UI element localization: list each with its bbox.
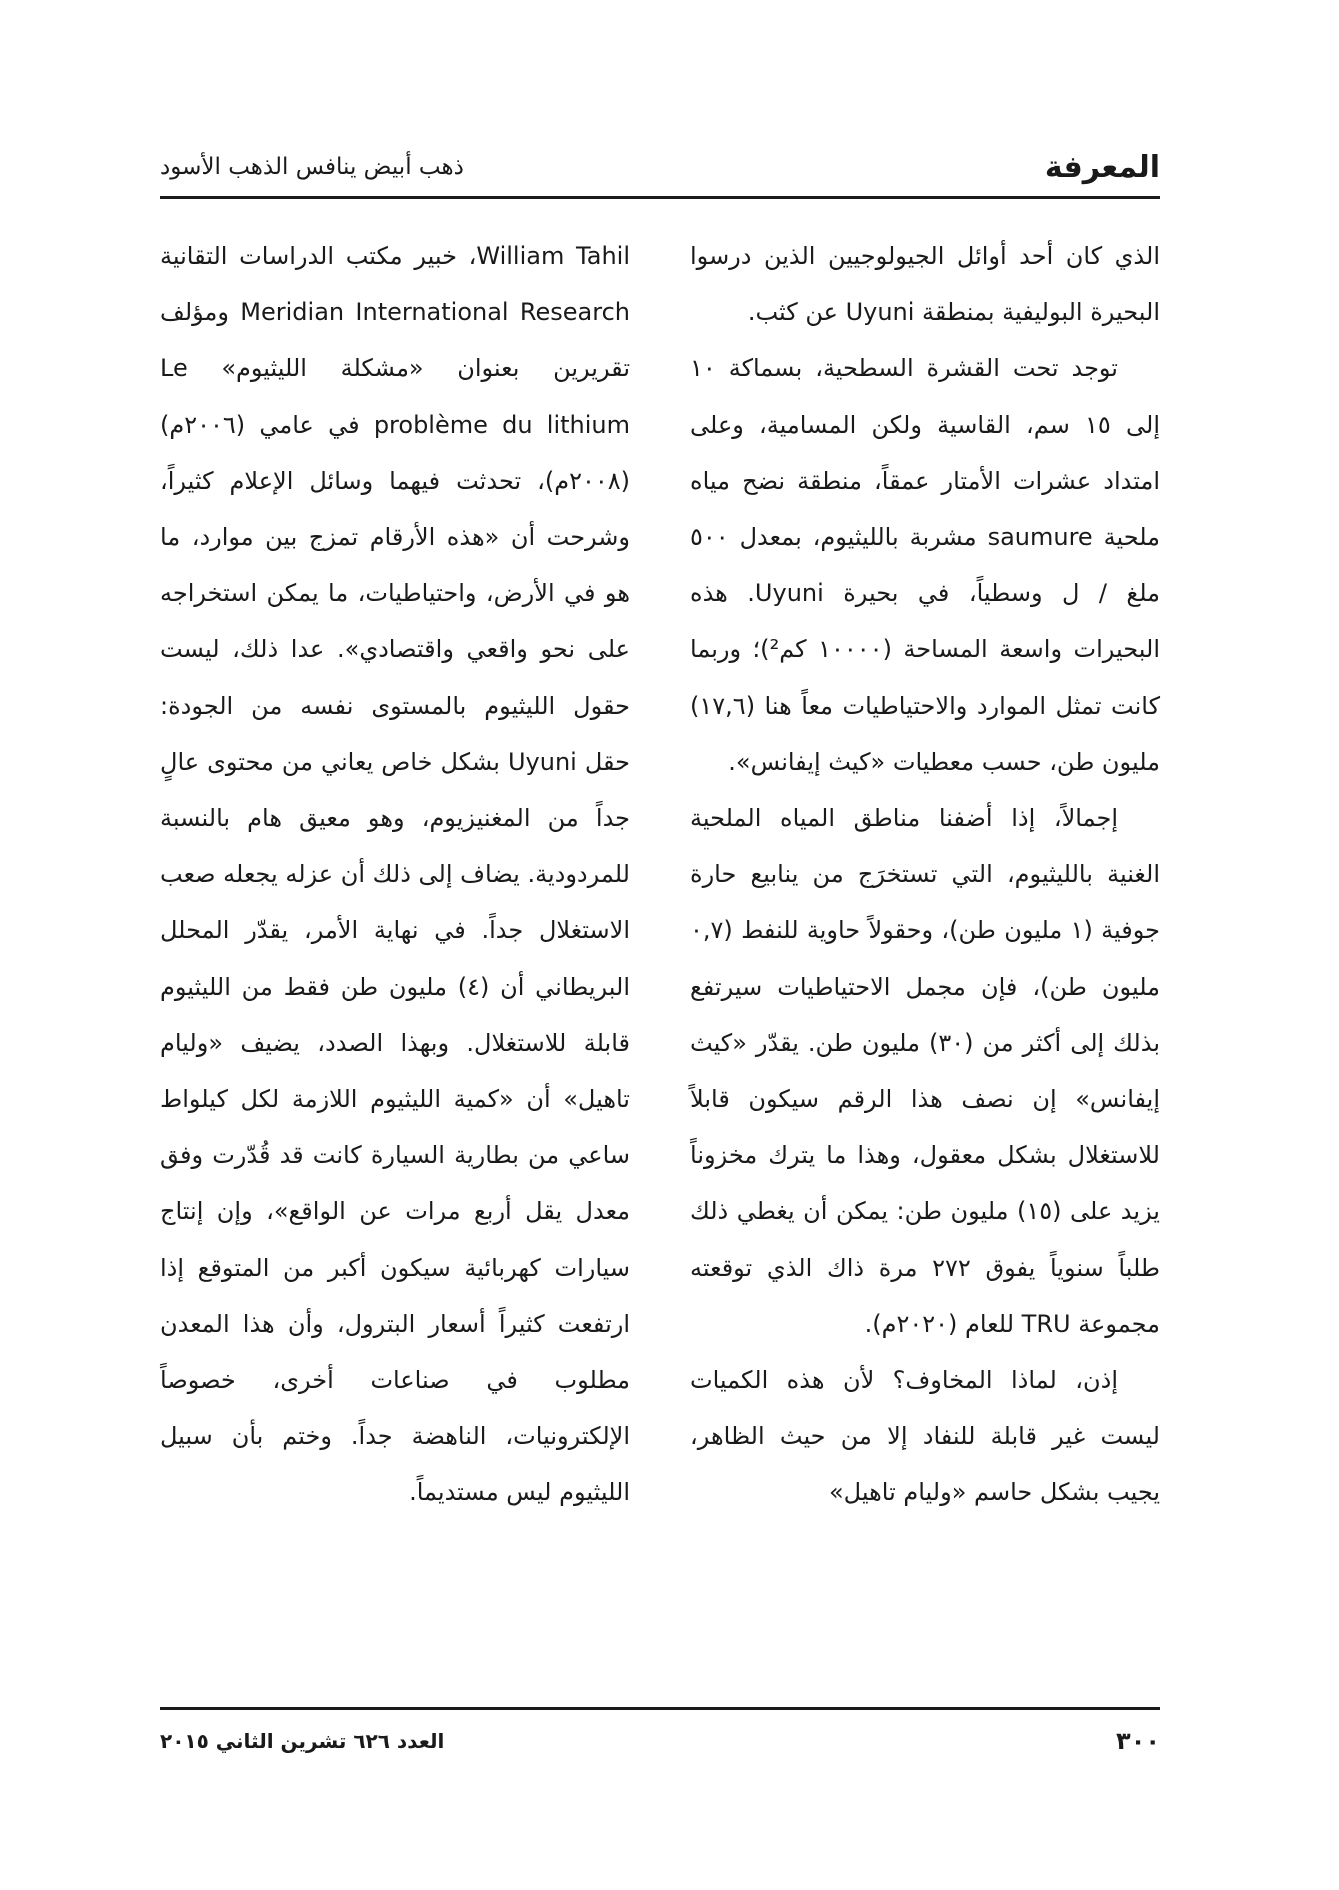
paragraph: William Tahil، خبير مكتب الدراسات التقانية Meridian International Research ومؤلف تقريرين بعنوان «مشكلة الليثيوم» Le problème du lithium في عامي (٢٠٠٦م) (٢٠٠٨م)، تحدثت فيهما وسائل الإعلام كثيراً، وشرحت أن «هذه الأرقام تمزج بين موارد، ما هو في الأرض، واحتياطيات، ما يمكن استخراجه على نحو واقعي واقتصادي». عدا ذلك، ليست حقول الليثيوم بالمستوى نفسه من الجودة: حقل Uyuni بشكل خاص يعاني من محتوى عالٍ جداً من المغنيزيوم، وهو معيق هام بالنسبة للمردودية. يضاف إلى ذلك أن عزله يجعله صعب الاستغلال جداً. في نهاية الأمر، يقدّر المحلل البريطاني أن (٤) مليون طن فقط من الليثيوم قابلة للاستغلال. وبهذا الصدد، يضيف «وليام تاهيل» أن «كمية الليثيوم اللازمة لكل كيلواط ساعي من بطارية السيارة كانت قد قُدّرت وفق معدل يقل أربع مرات عن الواقع»، وإن إنتاج سيارات كهربائية سيكون أكبر من المتوقع إذا ارتفعت كثيراً أسعار البترول، وأن هذا المعدن مطلوب في صناعات أخرى، خصوصاً الإلكترونيات، الناهضة جداً. وختم بأن سبيل الليثيوم ليس مستديماً. [160, 242, 631, 1507]
magazine-logo: المعرفة [1044, 150, 1160, 185]
paragraph: توجد تحت القشرة السطحية، بسماكة ١٠ إلى ١٥ سم، القاسية ولكن المسامية، وعلى امتداد عشرات الأمتار عمقاً، منطقة نضح مياه ملحية saumure مشربة بالليثيوم، بمعدل ٥٠٠ ملغ / ل وسطياً، في بحيرة Uyuni. هذه البحيرات واسعة المساحة (١٠٠٠٠ كم²)؛ وربما كانت تمثل الموارد والاحتياطيات معاً هنا (١٧,٦) مليون طن، حسب معطيات «كيث إيفانس». [690, 354, 1161, 776]
issue-info: العدد ٦٢٦ تشرين الثاني ٢٠١٥ [160, 1729, 445, 1753]
right-column [690, 228, 1160, 1521]
header-rule [160, 196, 1160, 199]
paragraph: الذي كان أحد أوائل الجيولوجيين الذين درسوا البحيرة البوليفية بمنطقة Uyuni عن كثب. [690, 242, 1160, 327]
left-column [160, 228, 630, 1521]
page-footer [160, 1727, 1160, 1767]
running-title: ذهب أبيض ينافس الذهب الأسود [160, 154, 464, 180]
paragraph: إجمالاً، إذا أضفنا مناطق المياه الملحية الغنية بالليثيوم، التي تستخرَج من ينابيع حارة جوفية (١ مليون طن)، وحقولاً حاوية للنفط (٠,٧ مليون طن)، فإن مجمل الاحتياطيات سيرتفع بذلك إلى أكثر من (٣٠) مليون طن. يقدّر «كيث إيفانس» إن نصف هذا الرقم سيكون قابلاً للاستغلال بشكل معقول، وهذا ما يترك مخزوناً يزيد على (١٥) مليون طن: يمكن أن يغطي ذلك طلباً سنوياً يفوق ٢٧٢ مرة ذاك الذي توقعته مجموعة TRU للعام (٢٠٢٠م). [690, 804, 1160, 1338]
paragraph: إذن، لماذا المخاوف؟ لأن هذه الكميات ليست غير قابلة للنفاد إلا من حيث الظاهر، يجيب بشكل حاسم «وليام تاهيل» [690, 1366, 1160, 1507]
footer-rule [160, 1707, 1160, 1710]
page-number: ٣٠٠ [1116, 1727, 1160, 1755]
page-header [160, 150, 1160, 190]
